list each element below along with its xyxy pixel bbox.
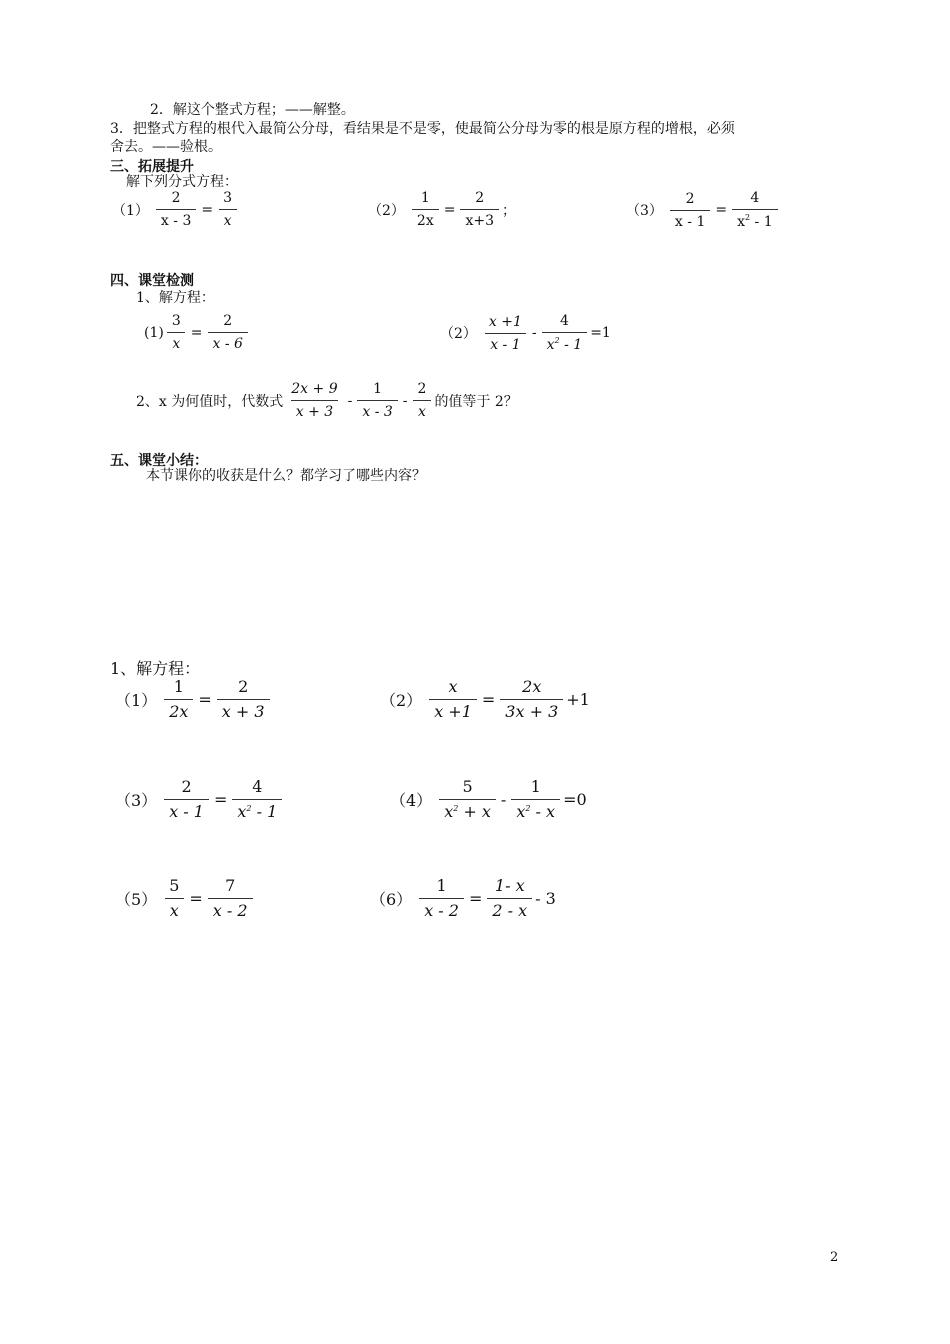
- fraction: [357, 381, 397, 420]
- denominator: [732, 209, 778, 230]
- denominator: x - 1: [670, 210, 710, 230]
- fraction: [217, 678, 270, 722]
- equation-label: （4）: [390, 791, 433, 811]
- denominator: 2 - x: [487, 898, 532, 920]
- equation-tail: ；: [502, 202, 517, 219]
- denominator: x+3: [460, 209, 499, 229]
- numerator: 1: [173, 677, 184, 696]
- equation-label: （1）: [115, 691, 158, 711]
- operator: -: [347, 392, 353, 409]
- denominator-base: x: [237, 802, 247, 822]
- numerator: 5: [169, 876, 180, 895]
- equation-label: (1): [144, 324, 164, 341]
- operator: =: [468, 889, 483, 909]
- numerator: 1: [420, 190, 430, 206]
- fraction: [286, 381, 342, 420]
- denominator: 3x + 3: [500, 699, 563, 721]
- equation-tail: +1: [566, 690, 590, 710]
- fraction: [413, 381, 432, 420]
- denominator: x - 2: [419, 898, 464, 920]
- denominator: [511, 799, 560, 821]
- numerator: 1: [436, 876, 447, 895]
- section-3-intro: 解下列分式方程：: [126, 174, 238, 190]
- equation-label: （1）: [112, 202, 149, 219]
- operator: =: [213, 790, 228, 810]
- numerator: 4: [750, 190, 760, 206]
- denominator: x + 3: [217, 699, 270, 721]
- denominator: x - 1: [164, 799, 209, 821]
- fraction: [670, 191, 710, 230]
- fraction: [484, 314, 527, 353]
- denominator: [542, 332, 588, 353]
- fraction: [208, 313, 248, 352]
- denominator: x: [219, 209, 237, 229]
- denominator: x: [167, 332, 185, 352]
- equation-label: （3）: [115, 791, 158, 811]
- denominator: x - 3: [156, 209, 196, 229]
- numerator: 7: [225, 876, 236, 895]
- operator: -: [500, 790, 507, 810]
- denominator: x - 1: [485, 333, 525, 353]
- exponent: 2: [525, 804, 531, 814]
- step-2-text: 2．解这个整式方程；——解整。: [150, 102, 355, 118]
- question-suffix: 的值等于 2？: [434, 393, 518, 410]
- question-prefix: 2、x 为何值时，代数式: [136, 393, 284, 410]
- section-3-title: 三、拓展提升: [110, 159, 194, 175]
- homework-equation-2: [380, 678, 590, 722]
- fraction: [429, 678, 477, 722]
- fraction: [412, 190, 439, 229]
- page-number: 2: [830, 1250, 839, 1265]
- fraction: [542, 313, 588, 353]
- section-3-equation-2: [368, 190, 516, 229]
- fraction: [487, 877, 532, 921]
- numerator: 2x + 9: [291, 381, 338, 397]
- denominator: 2x: [412, 209, 439, 229]
- fraction: [156, 190, 196, 229]
- numerator: 2: [223, 313, 233, 329]
- fraction: [167, 313, 186, 352]
- denominator-tail: - 1: [251, 802, 278, 822]
- fraction: [218, 190, 237, 229]
- section-4-question-2: [136, 381, 518, 420]
- numerator: 1: [373, 381, 383, 397]
- exponent: 2: [246, 804, 252, 814]
- section-4-equation-1: [144, 313, 251, 352]
- operator: -: [531, 325, 537, 342]
- section-4-title: 四、课堂检测: [110, 273, 194, 289]
- numerator: 2: [238, 677, 249, 696]
- numerator: 3: [223, 190, 233, 206]
- fraction: [232, 778, 282, 822]
- equation-label: （6）: [370, 890, 413, 910]
- denominator: x + 3: [291, 400, 338, 420]
- fraction: [164, 877, 184, 921]
- section-3-equation-1: [112, 190, 240, 229]
- section-3-equation-3: [626, 190, 781, 230]
- section-4-equation-2: [440, 313, 611, 353]
- fraction: [208, 877, 253, 921]
- numerator: 4: [559, 313, 569, 329]
- denominator: x: [413, 400, 431, 420]
- denominator-tail: - 1: [559, 337, 583, 354]
- numerator: 3: [171, 313, 181, 329]
- numerator: 2: [475, 190, 485, 206]
- homework-equation-1: [115, 678, 273, 722]
- fraction: [460, 190, 499, 229]
- numerator: 5: [462, 777, 473, 796]
- operator: =: [189, 889, 203, 909]
- fraction: [500, 678, 563, 722]
- section-5-body: 本节课你的收获是什么？都学习了哪些内容？: [146, 468, 426, 484]
- operator: =: [201, 201, 214, 218]
- denominator: [439, 799, 496, 821]
- denominator-tail: - x: [530, 802, 556, 822]
- numerator: 4: [252, 777, 263, 796]
- denominator: x - 6: [208, 332, 248, 352]
- numerator: x +1: [488, 313, 522, 330]
- equation-label: （5）: [115, 890, 158, 910]
- numerator: 2: [417, 381, 427, 397]
- step-3-text-line1: 3．把整式方程的根代入最简公分母，看结果是不是零，使最简公分母为零的根是原方程的增根，必须: [110, 121, 735, 137]
- exponent: 2: [453, 804, 459, 814]
- denominator: [232, 799, 282, 821]
- operator: =: [443, 201, 456, 218]
- equation-label: （2）: [440, 326, 477, 343]
- denominator: x - 2: [208, 898, 253, 920]
- exponent: 2: [745, 213, 751, 223]
- equation-tail: =0: [563, 790, 587, 810]
- operator: =: [715, 202, 728, 219]
- section-4-question-1: 1、解方程：: [136, 290, 215, 306]
- fraction: [164, 778, 209, 822]
- denominator: 2x: [164, 699, 193, 721]
- denominator-tail: + x: [458, 802, 491, 822]
- fraction: [419, 877, 464, 921]
- numerator: 2: [685, 190, 695, 207]
- numerator: x: [448, 677, 458, 696]
- denominator-base: x: [516, 802, 526, 822]
- fraction: [439, 778, 496, 822]
- homework-equation-5: [115, 877, 256, 921]
- equation-tail: - 3: [535, 889, 556, 909]
- fraction: [732, 190, 778, 230]
- equation-label: （2）: [368, 202, 405, 219]
- homework-title: 1、解方程：: [110, 659, 201, 678]
- denominator-tail: - 1: [750, 214, 773, 231]
- numerator: 2x: [522, 677, 542, 696]
- exponent: 2: [554, 336, 560, 346]
- fraction: [164, 678, 193, 722]
- numerator: 2: [181, 777, 192, 796]
- operator: =: [198, 690, 212, 710]
- equation-label: （3）: [626, 203, 663, 220]
- step-3-text-line2: 舍去。——验根。: [110, 139, 222, 155]
- operator: -: [402, 392, 408, 409]
- denominator: x - 3: [357, 400, 397, 420]
- equation-label: （2）: [380, 691, 423, 711]
- homework-equation-6: [370, 877, 556, 921]
- denominator-base: x: [444, 802, 454, 822]
- denominator-base: x: [737, 214, 745, 231]
- operator: =: [481, 690, 496, 710]
- section-5-title: 五、课堂小结：: [110, 453, 208, 469]
- equation-tail: =1: [590, 325, 611, 342]
- numerator: 2: [171, 190, 181, 206]
- fraction: [511, 778, 560, 822]
- numerator: 1: [530, 777, 541, 796]
- homework-equation-4: [390, 778, 587, 822]
- operator: =: [190, 324, 203, 341]
- denominator: x +1: [429, 699, 477, 721]
- numerator: 1- x: [494, 876, 525, 895]
- homework-equation-3: [115, 778, 285, 822]
- denominator-base: x: [546, 337, 555, 354]
- denominator: x: [165, 898, 184, 920]
